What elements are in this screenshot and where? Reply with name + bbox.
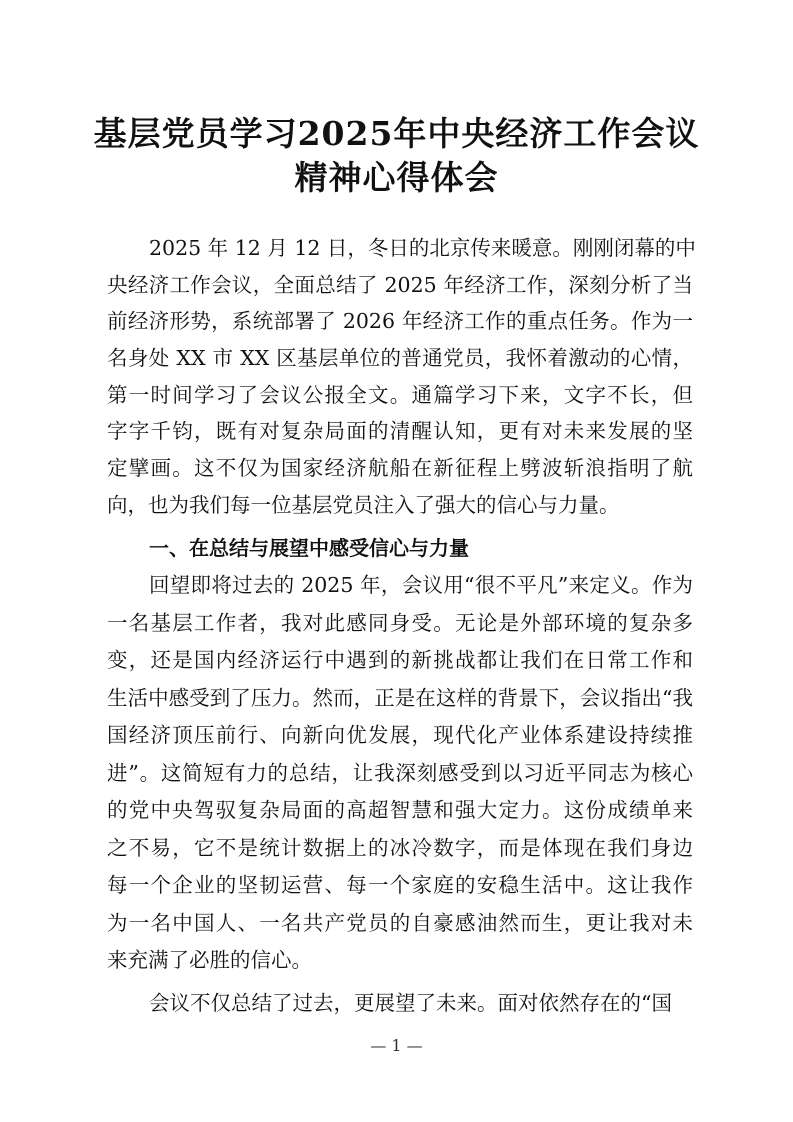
text-line: 进”。这简短有力的总结，让我深刻感受到以习近平同志为核心 [107,760,693,785]
text-line: 前经济形势，系统部署了 2026 年经济工作的重点任务。作为一 [107,309,693,334]
text-line: 会议不仅总结了过去，更展望了未来。面对依然存在的“国 [149,991,672,1015]
text-line: 第一时间学习了会议公报全文。通篇学习下来，文字不长，但 [107,382,693,407]
text-line: 变，还是国内经济运行中遇到的新挑战都让我们在日常工作和 [107,648,693,672]
text-line: 之不易，它不是统计数据上的冰冷数字，而是体现在我们身边 [107,835,693,860]
paragraph-outlook [107,985,693,1022]
text-line: 来充满了必胜的信心。 [107,948,312,972]
text-line: 每一个企业的坚韧运营、每一个家庭的安稳生活中。这让我作 [107,873,693,897]
section-heading-1: 一、在总结与展望中感受信心与力量 [149,536,469,560]
paragraph-review [107,567,693,980]
text-line: 字字千钧，既有对复杂局面的清醒认知，更有对未来发展的坚 [107,419,693,444]
paragraph-intro [107,230,696,524]
text-line: 央经济工作会议，全面总结了 2025 年经济工作，深刻分析了当 [107,272,693,297]
text-line: 的党中央驾驭复杂局面的高超智慧和强大定力。这份成绩单来 [107,798,693,822]
text-line: 生活中感受到了压力。然而，正是在这样的背景下，会议指出“我 [107,685,693,710]
text-line: 定擘画。这不仅为国家经济航船在新征程上劈波斩浪指明了航 [107,456,693,481]
text-line: 为一名中国人、一名共产党员的自豪感油然而生，更让我对未 [107,910,693,935]
text-line: 回望即将过去的 2025 年，会议用“很不平凡”来定义。作为 [149,573,693,597]
page-number: — 1 — [370,1036,423,1055]
text-line: 一名基层工作者，我对此感同身受。无论是外部环境的复杂多 [107,610,693,635]
text-line: 2025 年 12 月 12 日，冬日的北京传来暖意。刚刚闭幕的中 [149,236,696,260]
text-line: 向，也为我们每一位基层党员注入了强大的信心与力量。 [107,492,620,517]
text-line: 名身处 XX 市 XX 区基层单位的普通党员，我怀着激动的心情， [107,346,693,371]
document-title-line-1: 基层党员学习2025年中央经济工作会议 [93,114,700,153]
document-title-line-2: 精神心得体会 [294,158,499,197]
text-line: 国经济顶压前行、向新向优发展，现代化产业体系建设持续推 [107,723,693,747]
